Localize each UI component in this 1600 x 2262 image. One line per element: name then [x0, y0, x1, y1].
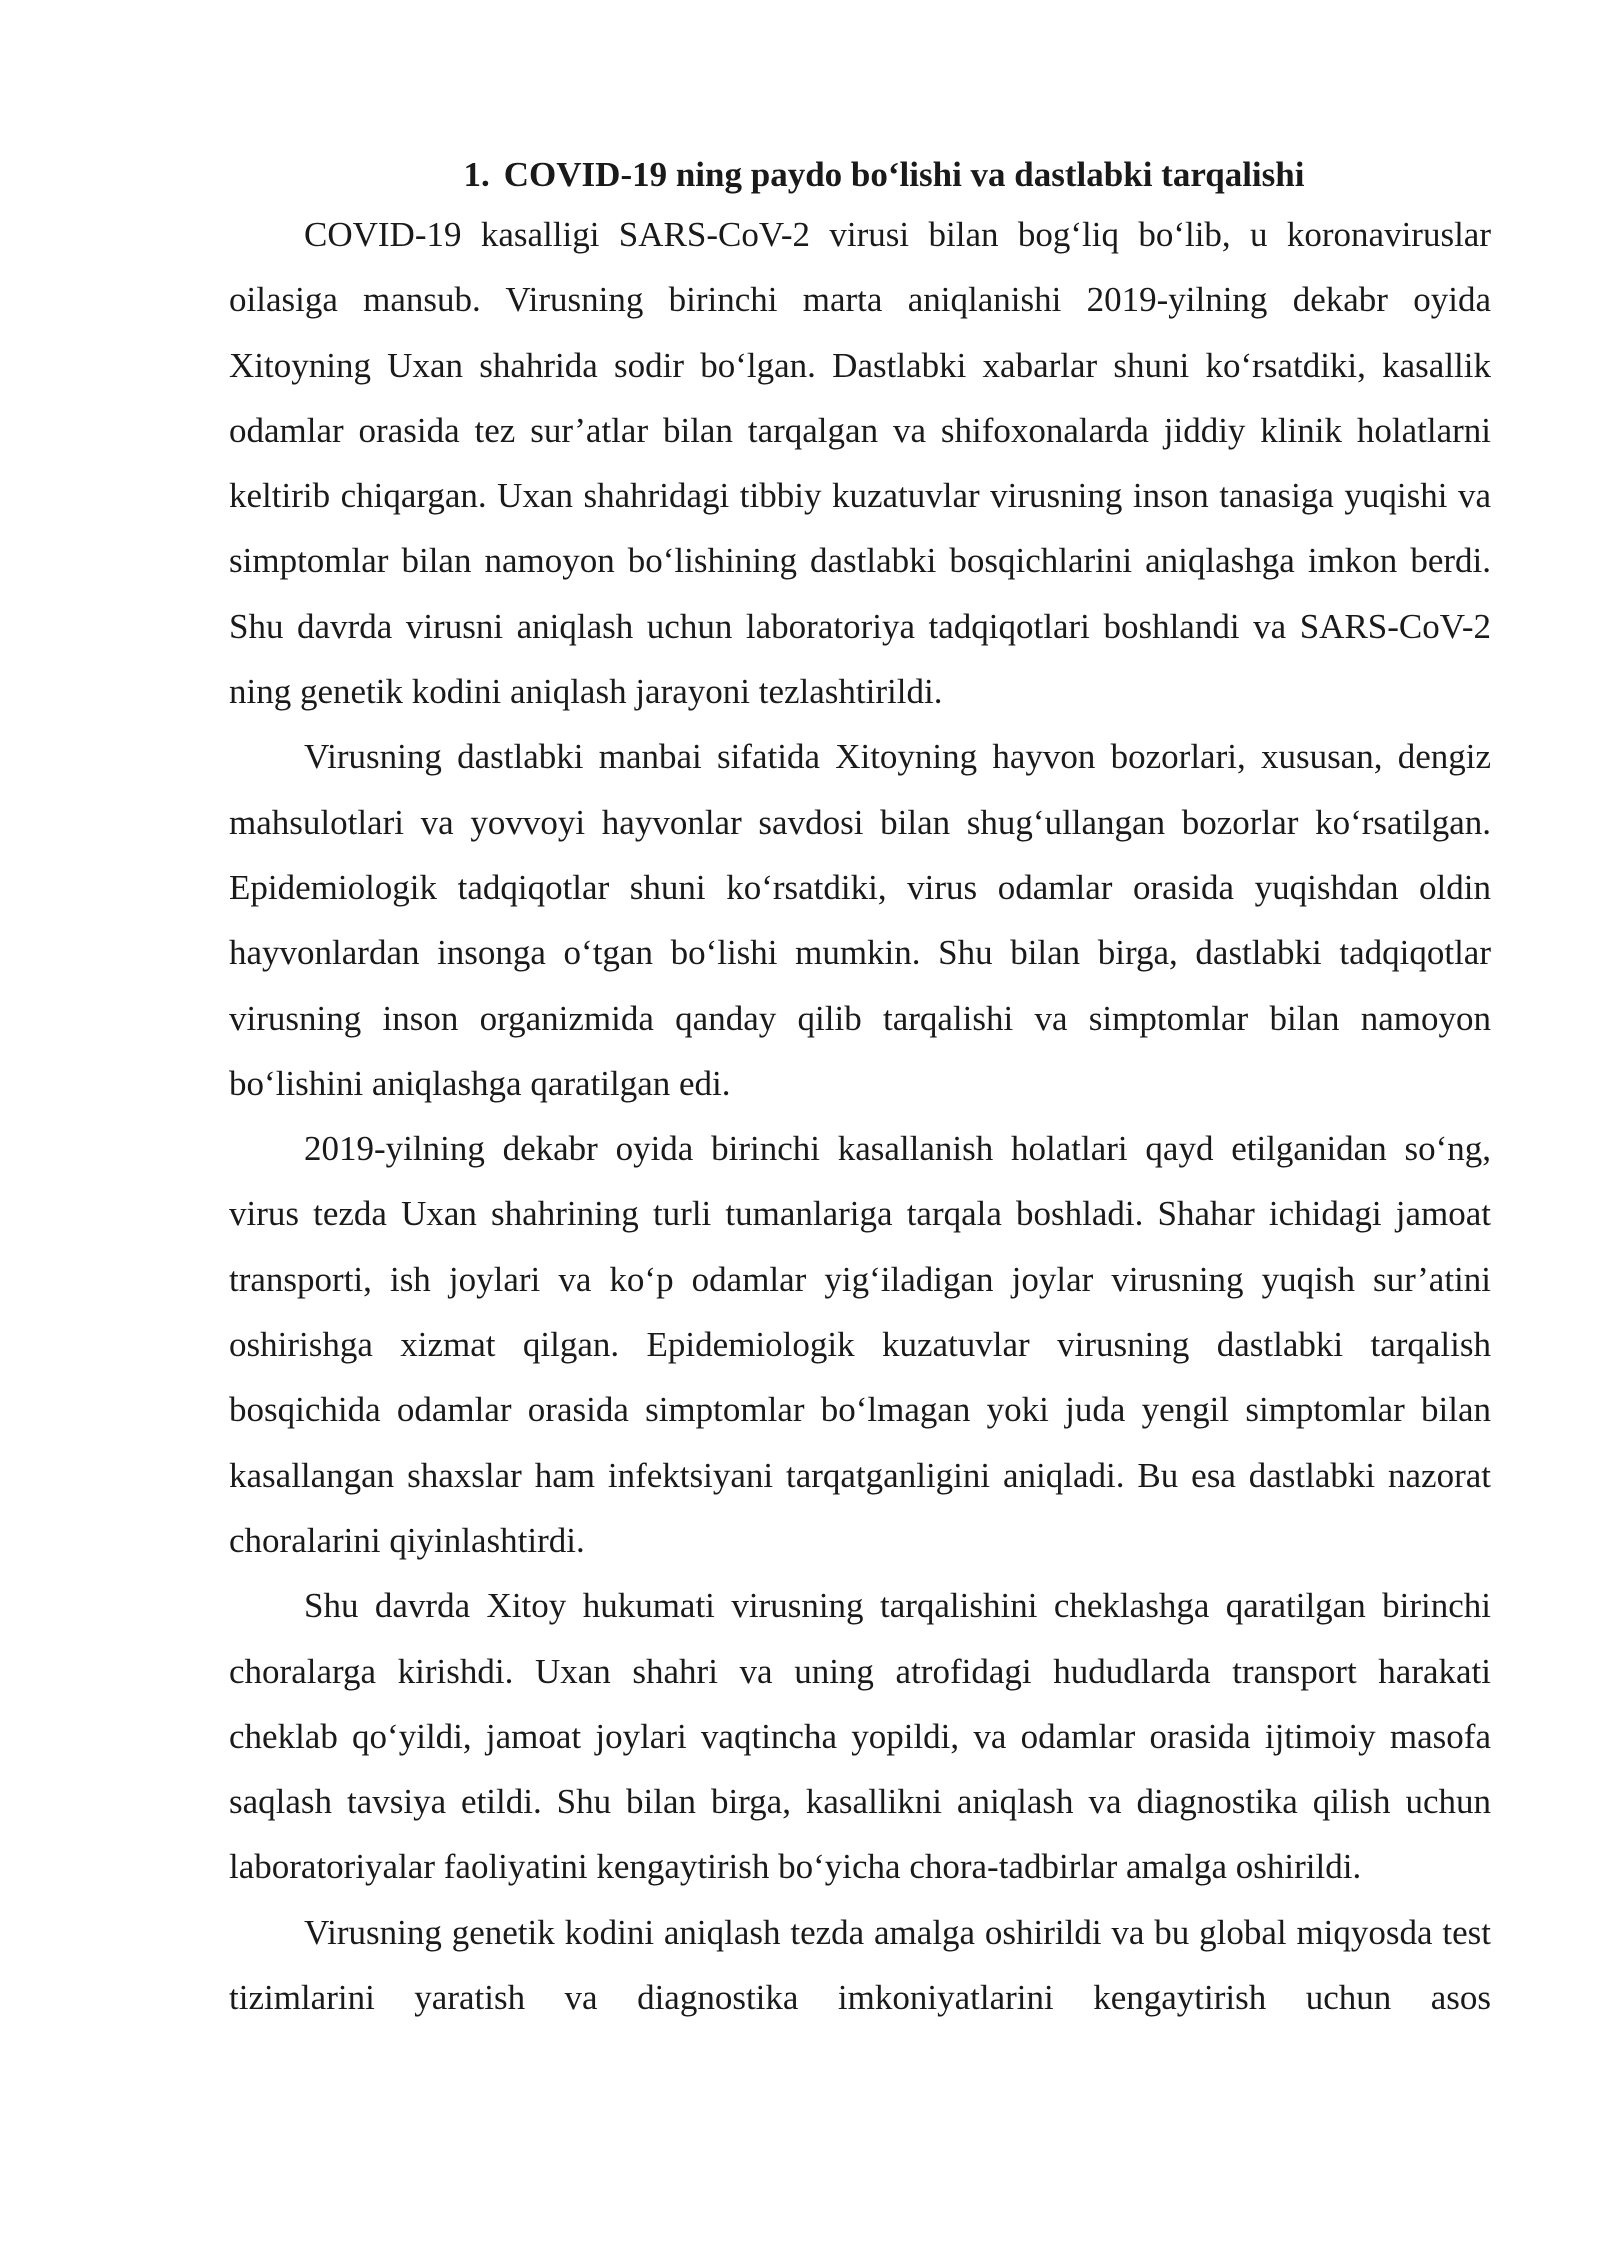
- paragraph-5: Virusning genetik kodini aniqlash tezda amalga oshirildi va bu global miqyosda test tizimlarini yaratish va diagnostika imkoniyatlarini kengaytirish uchun asos: [229, 1912, 1491, 2018]
- section-title: COVID-19 ning paydo bo‘lishi va dastlabki tarqalishi: [503, 155, 1305, 194]
- paragraph-3: 2019-yilning dekabr oyida birinchi kasallanish holatlari qayd etilganidan so‘ng, virus tezda Uxan shahrining turli tumanlariga tarqala boshladi. Shahar ichidagi jamoat transporti, ish joylari va ko‘p odamlar yig‘iladigan joylar virusning yuqish sur’atini oshirishga xizmat qilgan. Epidemiologik kuzatuvlar virusning dastlabki tarqalish bosqichida odamlar orasida simptomlar bo‘lmagan yoki juda yengil simptomlar bilan kasallangan shaxslar ham infektsiyani tarqatganligini aniqladi. Bu esa dastlabki nazorat choralarini qiyinlashtirdi.: [229, 1129, 1491, 1560]
- paragraph-4: Shu davrda Xitoy hukumati virusning tarqalishini cheklashga qaratilgan birinchi choralarga kirishdi. Uxan shahri va uning atrofidagi hududlarda transport harakati cheklab qo‘yildi, jamoat joylari vaqtincha yopildi, va odamlar orasida ijtimoiy masofa saqlash tavsiya etildi. Shu bilan birga, kasallikni aniqlash va diagnostika qilish uchun laboratoriyalar faoliyatini kengaytirish bo‘yicha chora-tadbirlar amalga oshirildi.: [229, 1586, 1491, 1887]
- paragraph-2: Virusning dastlabki manbai sifatida Xitoyning hayvon bozorlari, xususan, dengiz mahsulotlari va yovvoyi hayvonlar savdosi bilan shug‘ullangan bozorlar ko‘rsatilgan. Epidemiologik tadqiqotlar shuni ko‘rsatdiki, virus odamlar orasida yuqishdan oldin hayvonlardan insonga o‘tgan bo‘lishi mumkin. Shu bilan birga, dastlabki tadqiqotlar virusning inson organizmida qanday qilib tarqalishi va simptomlar bilan namoyon bo‘lishini aniqlashga qaratilgan edi.: [229, 737, 1491, 1103]
- section-number: 1.: [463, 155, 490, 194]
- document-body: [229, 148, 1491, 2030]
- paragraph-1: COVID-19 kasalligi SARS-CoV-2 virusi bilan bog‘liq bo‘lib, u koronaviruslar oilasiga mansub. Virusning birinchi marta aniqlanishi 2019-yilning dekabr oyida Xitoyning Uxan shahrida sodir bo‘lgan. Dastlabki xabarlar shuni ko‘rsatdiki, kasallik odamlar orasida tez sur’atlar bilan tarqalgan va shifoxonalarda jiddiy klinik holatlarni keltirib chiqargan. Uxan shahridagi tibbiy kuzatuvlar virusning inson tanasiga yuqishi va simptomlar bilan namoyon bo‘lishining dastlabki bosqichlarini aniqlashga imkon berdi. Shu davrda virusni aniqlash uchun laboratoriya tadqiqotlari boshlandi va SARS-CoV-2 ning genetik kodini aniqlash jarayoni tezlashtirildi.: [229, 215, 1491, 712]
- section-heading: [229, 148, 1491, 202]
